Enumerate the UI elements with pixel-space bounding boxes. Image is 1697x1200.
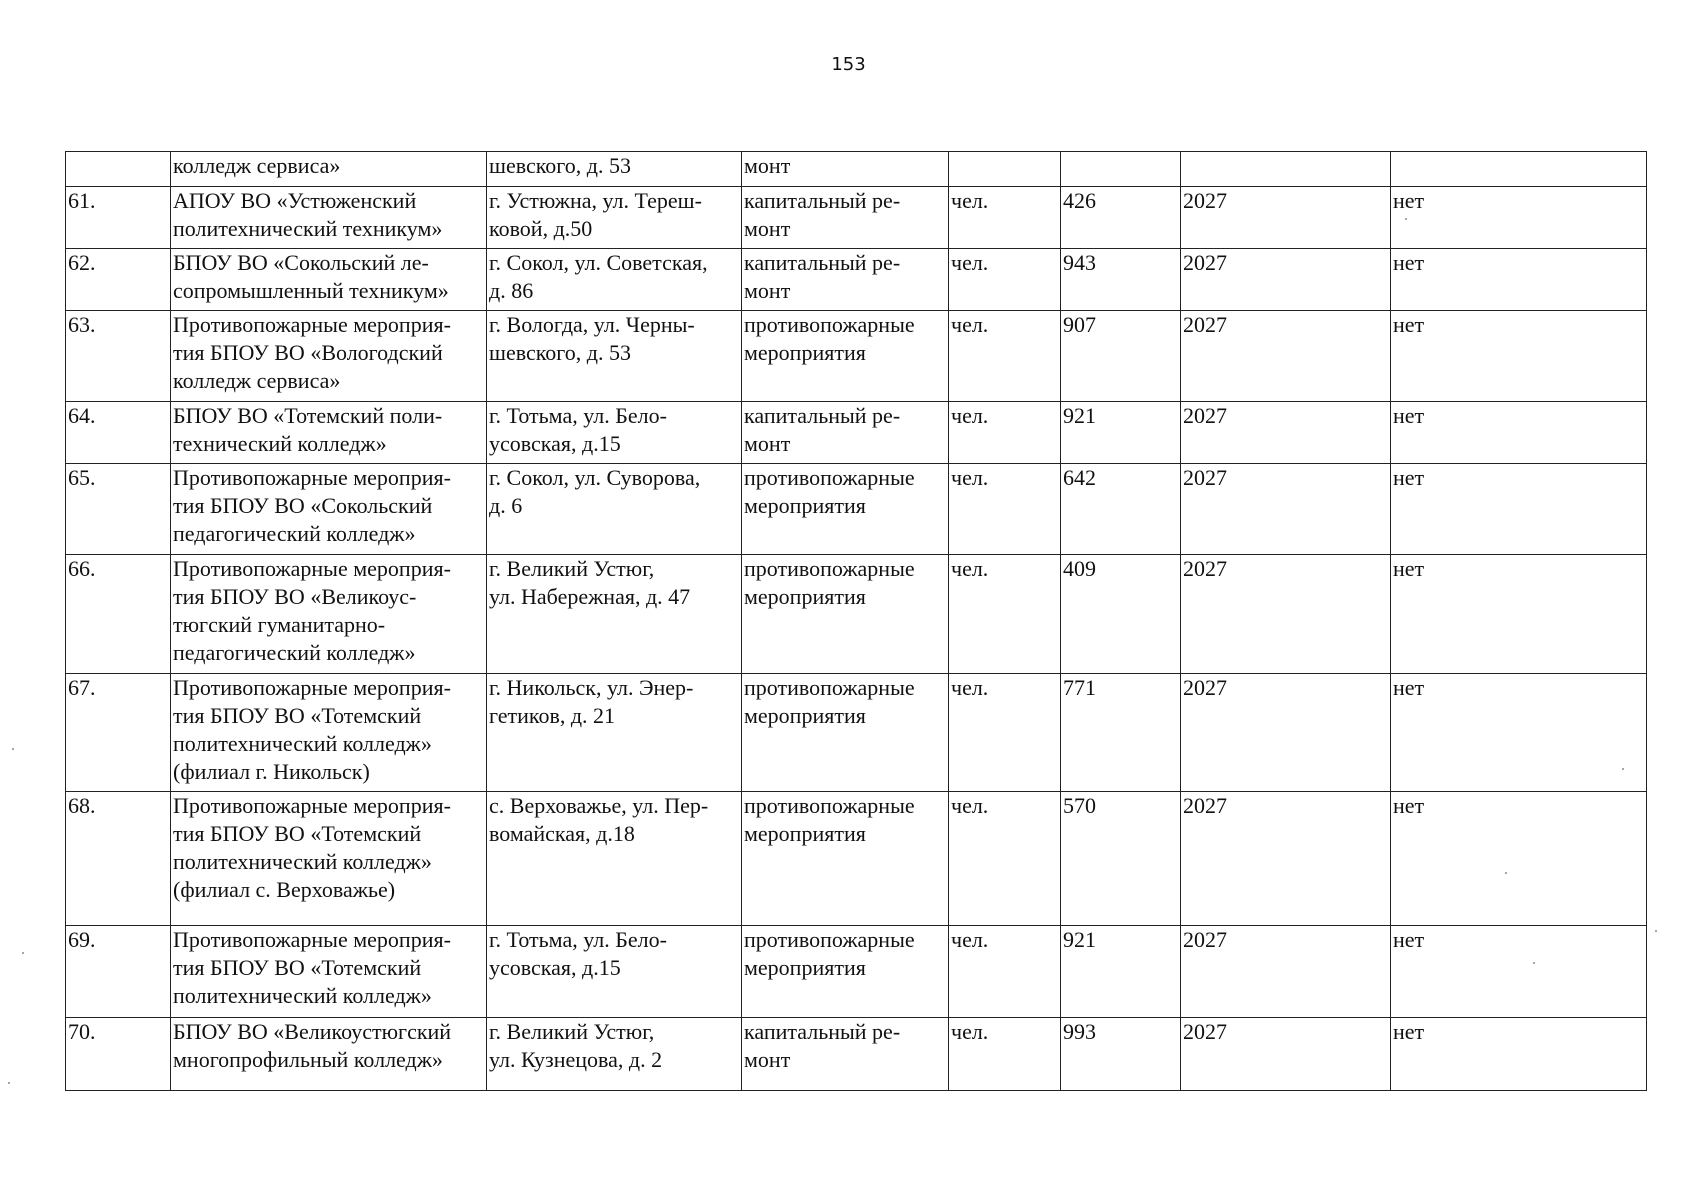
unit-cell: чел. xyxy=(949,402,1061,464)
institution-name-cell: Противопожарные мероприя- тия БПОУ ВО «Тотемский политехнический колледж» xyxy=(171,926,487,1018)
unit-cell: чел. xyxy=(949,464,1061,555)
table-row xyxy=(66,1018,1647,1091)
year-cell: 2027 xyxy=(1181,926,1391,1018)
scan-speck xyxy=(1505,872,1507,874)
value-cell: 409 xyxy=(1061,555,1181,674)
work-type-cell: монт xyxy=(742,152,949,187)
row-number-cell: 67. xyxy=(66,674,171,792)
value-cell: 642 xyxy=(1061,464,1181,555)
value-cell: 570 xyxy=(1061,792,1181,926)
address-cell: г. Сокол, ул. Советская, д. 86 xyxy=(487,249,742,311)
institution-name-cell: колледж сервиса» xyxy=(171,152,487,187)
address-cell: г. Великий Устюг, ул. Кузнецова, д. 2 xyxy=(487,1018,742,1091)
institution-name-cell: Противопожарные мероприя- тия БПОУ ВО «Сокольский педагогический колледж» xyxy=(171,464,487,555)
row-number-cell xyxy=(66,152,171,187)
flag-cell: нет xyxy=(1391,555,1647,674)
scan-speck xyxy=(1533,962,1535,964)
institution-name-cell: БПОУ ВО «Тотемский поли- технический колледж» xyxy=(171,402,487,464)
work-type-cell: противопожарные мероприятия xyxy=(742,674,949,792)
document-table xyxy=(65,151,1647,1091)
value-cell: 943 xyxy=(1061,249,1181,311)
unit-cell: чел. xyxy=(949,249,1061,311)
row-number-cell: 69. xyxy=(66,926,171,1018)
year-cell xyxy=(1181,152,1391,187)
institution-name-cell: БПОУ ВО «Великоустюгский многопрофильный колледж» xyxy=(171,1018,487,1091)
value-cell xyxy=(1061,152,1181,187)
value-cell: 921 xyxy=(1061,402,1181,464)
scan-speck xyxy=(1622,768,1624,770)
year-cell: 2027 xyxy=(1181,555,1391,674)
value-cell: 907 xyxy=(1061,311,1181,402)
flag-cell: нет xyxy=(1391,249,1647,311)
unit-cell: чел. xyxy=(949,187,1061,249)
address-cell: г. Устюжна, ул. Тереш- ковой, д.50 xyxy=(487,187,742,249)
work-type-cell: капитальный ре- монт xyxy=(742,187,949,249)
value-cell: 426 xyxy=(1061,187,1181,249)
year-cell: 2027 xyxy=(1181,402,1391,464)
year-cell: 2027 xyxy=(1181,464,1391,555)
year-cell: 2027 xyxy=(1181,674,1391,792)
institution-name-cell: Противопожарные мероприя- тия БПОУ ВО «Тотемский политехнический колледж» (филиал с. Верховажье) xyxy=(171,792,487,926)
value-cell: 993 xyxy=(1061,1018,1181,1091)
unit-cell: чел. xyxy=(949,792,1061,926)
unit-cell: чел. xyxy=(949,674,1061,792)
flag-cell xyxy=(1391,152,1647,187)
institution-name-cell: Противопожарные мероприя- тия БПОУ ВО «Великоус- тюгский гуманитарно- педагогический колледж» xyxy=(171,555,487,674)
work-type-cell: капитальный ре- монт xyxy=(742,249,949,311)
work-type-cell: противопожарные мероприятия xyxy=(742,926,949,1018)
value-cell: 771 xyxy=(1061,674,1181,792)
year-cell: 2027 xyxy=(1181,249,1391,311)
institution-name-cell: БПОУ ВО «Сокольский ле- сопромышленный техникум» xyxy=(171,249,487,311)
row-number-cell: 62. xyxy=(66,249,171,311)
table-row xyxy=(66,674,1647,792)
unit-cell: чел. xyxy=(949,1018,1061,1091)
work-type-cell: противопожарные мероприятия xyxy=(742,464,949,555)
address-cell: с. Верховажье, ул. Пер- вомайская, д.18 xyxy=(487,792,742,926)
address-cell: г. Никольск, ул. Энер- гетиков, д. 21 xyxy=(487,674,742,792)
row-number-cell: 65. xyxy=(66,464,171,555)
institution-name-cell: АПОУ ВО «Устюженский политехнический техникум» xyxy=(171,187,487,249)
flag-cell: нет xyxy=(1391,464,1647,555)
table-row xyxy=(66,792,1647,926)
unit-cell xyxy=(949,152,1061,187)
unit-cell: чел. xyxy=(949,926,1061,1018)
table-row xyxy=(66,249,1647,311)
year-cell: 2027 xyxy=(1181,187,1391,249)
work-type-cell: противопожарные мероприятия xyxy=(742,555,949,674)
year-cell: 2027 xyxy=(1181,1018,1391,1091)
flag-cell: нет xyxy=(1391,402,1647,464)
page-number: 153 xyxy=(831,54,866,75)
row-number-cell: 61. xyxy=(66,187,171,249)
address-cell: г. Тотьма, ул. Бело- усовская, д.15 xyxy=(487,402,742,464)
unit-cell: чел. xyxy=(949,555,1061,674)
address-cell: г. Великий Устюг, ул. Набережная, д. 47 xyxy=(487,555,742,674)
table-row xyxy=(66,152,1647,187)
table-body xyxy=(66,152,1647,1091)
work-type-cell: капитальный ре- монт xyxy=(742,1018,949,1091)
table-row xyxy=(66,311,1647,402)
scan-speck xyxy=(1405,218,1407,220)
flag-cell: нет xyxy=(1391,674,1647,792)
row-number-cell: 63. xyxy=(66,311,171,402)
address-cell: г. Тотьма, ул. Бело- усовская, д.15 xyxy=(487,926,742,1018)
flag-cell: нет xyxy=(1391,926,1647,1018)
row-number-cell: 66. xyxy=(66,555,171,674)
flag-cell: нет xyxy=(1391,187,1647,249)
address-cell: шевского, д. 53 xyxy=(487,152,742,187)
scan-speck xyxy=(1655,930,1657,932)
work-type-cell: противопожарные мероприятия xyxy=(742,311,949,402)
flag-cell: нет xyxy=(1391,1018,1647,1091)
table-row xyxy=(66,464,1647,555)
row-number-cell: 70. xyxy=(66,1018,171,1091)
institution-name-cell: Противопожарные мероприя- тия БПОУ ВО «Вологодский колледж сервиса» xyxy=(171,311,487,402)
year-cell: 2027 xyxy=(1181,311,1391,402)
institution-name-cell: Противопожарные мероприя- тия БПОУ ВО «Тотемский политехнический колледж» (филиал г. Никольск) xyxy=(171,674,487,792)
scan-speck xyxy=(12,748,14,750)
address-cell: г. Вологда, ул. Черны- шевского, д. 53 xyxy=(487,311,742,402)
scan-speck xyxy=(22,952,24,954)
scan-speck xyxy=(8,1082,10,1084)
work-type-cell: противопожарные мероприятия xyxy=(742,792,949,926)
flag-cell: нет xyxy=(1391,792,1647,926)
table-row xyxy=(66,402,1647,464)
year-cell: 2027 xyxy=(1181,792,1391,926)
value-cell: 921 xyxy=(1061,926,1181,1018)
row-number-cell: 64. xyxy=(66,402,171,464)
row-number-cell: 68. xyxy=(66,792,171,926)
work-type-cell: капитальный ре- монт xyxy=(742,402,949,464)
address-cell: г. Сокол, ул. Суворова, д. 6 xyxy=(487,464,742,555)
unit-cell: чел. xyxy=(949,311,1061,402)
table-row xyxy=(66,926,1647,1018)
flag-cell: нет xyxy=(1391,311,1647,402)
table-row xyxy=(66,187,1647,249)
table-row xyxy=(66,555,1647,674)
